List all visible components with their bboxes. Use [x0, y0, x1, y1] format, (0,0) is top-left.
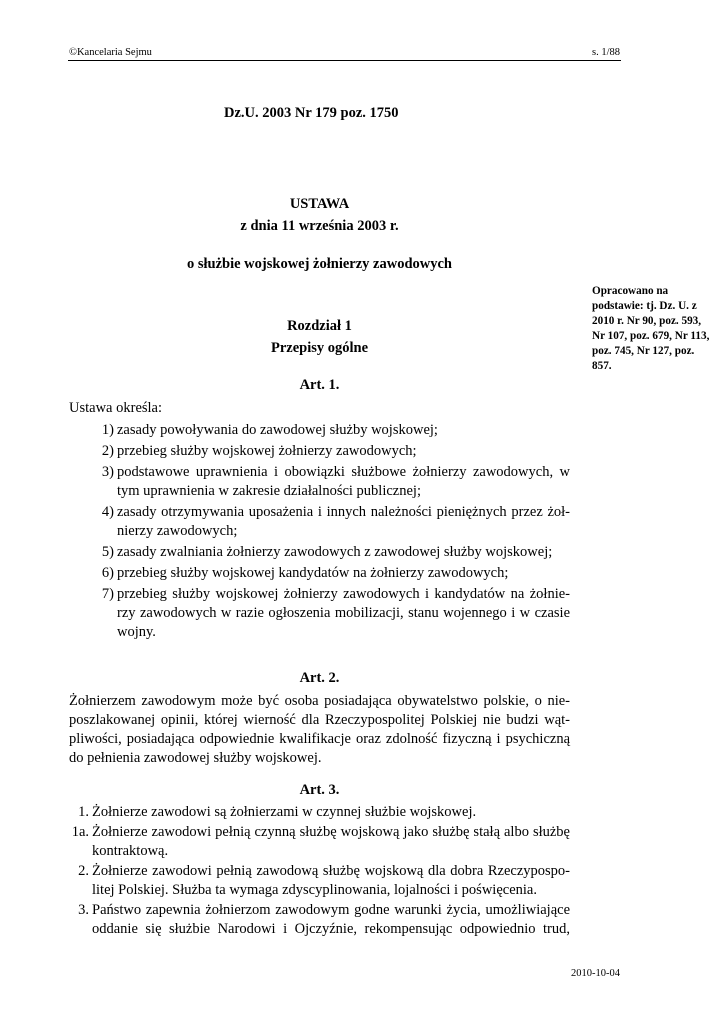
article-1-heading: Art. 1. [299, 377, 340, 393]
article-3-item-line: Żołnierze zawodowi pełnią zawodową służbę wojskową dla dobra Rzeczypospo- [92, 863, 570, 879]
article-1-item-number: 1) [101, 422, 114, 438]
article-1-item-line: przebieg służby wojskowej kandydatów na żołnierzy zawodowych; [117, 565, 509, 581]
article-3-item-line: Żołnierze zawodowi pełnią czynną służbę wojskową jako służbę stałą albo służbę [92, 824, 570, 840]
article-1-item-number: 3) [101, 464, 114, 480]
article-2-line: do pełnienia zawodowej służby wojskowej. [69, 750, 322, 766]
article-3-item-number: 3. [78, 902, 89, 918]
article-1-item-line: podstawowe uprawnienia i obowiązki służbowe żołnierzy zawodowych, w [117, 464, 570, 480]
act-title: o służbie wojskowej żołnierzy zawodowych [186, 256, 452, 272]
footer-date: 2010-10-04 [571, 968, 620, 979]
article-1-item-number: 2) [101, 443, 114, 459]
article-1-item-number: 4) [101, 504, 114, 520]
article-1-item-line: zasady zwalniania żołnierzy zawodowych z zawodowej służby wojskowej; [117, 544, 553, 560]
article-2-line: Żołnierzem zawodowym może być osoba posiadająca obywatelstwo polskie, o nie- [69, 693, 570, 709]
article-2-line: poszlakowanej opinii, której wierność dla Rzeczypospolitej Polskiej nie budzi wąt- [69, 712, 570, 728]
article-1-item-line: rzy zawodowych w razie ogłoszenia mobilizacji, stanu wojennego i w czasie [117, 605, 570, 621]
article-1-item-number: 7) [101, 586, 114, 602]
article-1-item-number: 6) [101, 565, 114, 581]
article-1-item-line: zasady powoływania do zawodowej służby wojskowej; [117, 422, 438, 438]
document-citation: Dz.U. 2003 Nr 179 poz. 1750 [224, 105, 399, 121]
article-3-item-line: litej Polskiej. Służba ta wymaga zdyscyplinowania, lojalności i poświęcenia. [92, 882, 537, 898]
source-note: Opracowano na podstawie: tj. Dz. U. z 2010 r. Nr 90, poz. 593, Nr 107, poz. 679, Nr 113, poz. 745, Nr 127, poz. 857. [592, 285, 710, 372]
act-type: USTAWA [289, 196, 350, 212]
article-1-item-line: przebieg służby wojskowej żołnierzy zawodowych i kandydatów na żołnie- [117, 586, 570, 602]
article-3-item-number: 1. [78, 804, 89, 820]
article-3-item-line: Państwo zapewnia żołnierzom zawodowym godne warunki życia, umożliwiające [92, 902, 570, 918]
article-1-intro: Ustawa określa: [69, 400, 163, 416]
act-date: z dnia 11 września 2003 r. [240, 218, 399, 234]
article-1-item-line: nierzy zawodowych; [117, 523, 238, 539]
article-3-item-number: 1a. [71, 824, 89, 840]
article-1-item-line: zasady otrzymywania uposażenia i innych należności pieniężnych przez żoł- [117, 504, 570, 520]
article-1-item-line: wojny. [117, 624, 156, 640]
article-2-line: pliwości, posiadająca odpowiednie kwalifikacje oraz zdolność fizyczną i psychiczną [69, 731, 570, 747]
article-3-heading: Art. 3. [299, 782, 340, 798]
article-1-item-line: tym uprawnienia w zakresie działalności publicznej; [117, 483, 421, 499]
header-source: ©Kancelaria Sejmu [69, 47, 152, 58]
article-3-item-number: 2. [78, 863, 89, 879]
page-number: s. 1/88 [591, 47, 620, 58]
chapter-number: Rozdział 1 [287, 318, 352, 334]
chapter-title: Przepisy ogólne [270, 340, 369, 356]
article-1-item-line: przebieg służby wojskowej żołnierzy zawodowych; [117, 443, 417, 459]
article-2-heading: Art. 2. [299, 670, 340, 686]
article-3-item-line: Żołnierze zawodowi są żołnierzami w czynnej służbie wojskowej. [92, 804, 477, 820]
article-3-item-line: kontraktową. [92, 843, 169, 859]
header-divider [68, 60, 621, 61]
article-1-item-number: 5) [101, 544, 114, 560]
article-3-item-line: oddanie się służbie Narodowi i Ojczyźnie, rekompensując odpowiednio trud, [92, 921, 570, 937]
